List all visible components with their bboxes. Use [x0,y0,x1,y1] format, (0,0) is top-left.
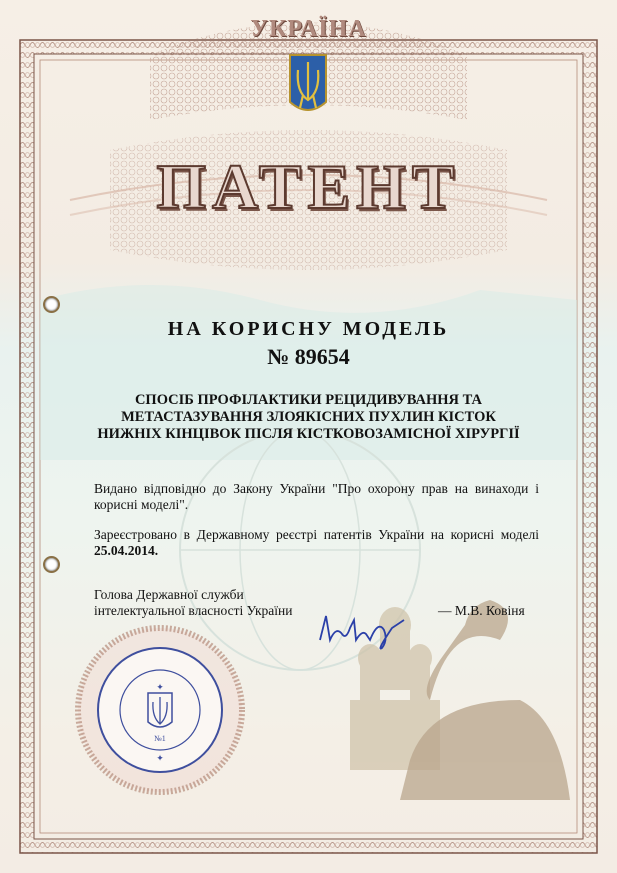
official-seal [78,628,242,792]
svg-text:✦: ✦ [156,753,164,763]
invention-title-line: МЕТАСТАЗУВАННЯ ЗЛОЯКІСНИХ ПУХЛИН КІСТОК [121,409,496,425]
binding-hole [43,556,60,573]
patent-type: НА КОРИСНУ МОДЕЛЬ [167,318,450,340]
country-name: УКРАЇНА [250,16,367,42]
head-name: — М.В. Ковіня [438,603,525,618]
invention-title [90,392,527,443]
head-title-line: Голова Державної служби [94,587,244,602]
registration-date: 25.04.2014. [94,543,159,558]
coat-of-arms-icon [290,55,326,110]
seal-number: №1 [154,734,166,743]
patent-number: № 89654 [267,344,350,369]
invention-title-line: СПОСІБ ПРОФІЛАКТИКИ РЕЦИДИВУВАННЯ ТА [134,392,483,408]
registered-text: Зареєстровано в Державному реєстрі патентів України на корисні моделі [94,527,539,542]
document-title: ПАТЕНТ [156,151,461,222]
head-title [94,587,293,619]
binding-hole [43,296,60,313]
svg-text:✦: ✦ [156,682,164,692]
invention-title-line: НИЖНІХ КІНЦІВОК ПІСЛЯ КІСТКОВОЗАМІСНОЇ ХІРУРГІЇ [97,426,520,442]
registration-paragraph [94,527,539,559]
issued-text: Видано відповідно до Закону України "Про охорону прав на винаходи і корисні моделі". [94,481,539,512]
head-title-line: інтелектуальної власності України [94,603,293,618]
